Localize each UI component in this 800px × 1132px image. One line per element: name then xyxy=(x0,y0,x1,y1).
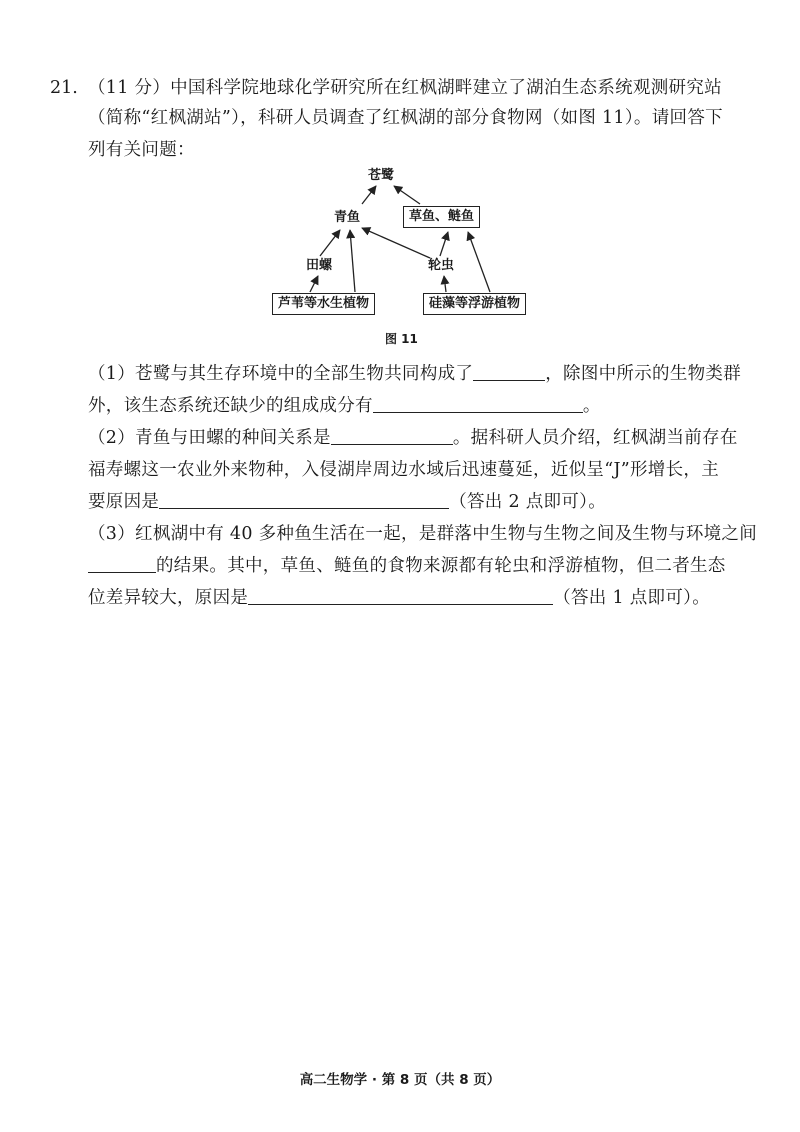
arrow-rotifer-to-carp xyxy=(440,232,448,256)
question-intro-line2: （简称“红枫湖站”），科研人员调查了红枫湖的部分食物网（如图 11）。请回答下 xyxy=(88,108,723,128)
arrow-herring-to-egret xyxy=(362,186,376,204)
question-intro-line3: 列有关问题： xyxy=(88,140,195,160)
part2-blank2[interactable] xyxy=(159,490,449,509)
part3-blank2[interactable] xyxy=(248,586,553,605)
part1-text-b: ，除图中所示的生物类群 xyxy=(545,364,742,384)
node-grass-carp: 草鱼、鲢鱼 xyxy=(403,206,480,228)
part1-blank2[interactable] xyxy=(373,394,583,413)
part1-line1 xyxy=(88,360,760,388)
question-number: 21. xyxy=(50,78,78,98)
part2-blank1[interactable] xyxy=(331,426,453,445)
node-herring: 青鱼 xyxy=(334,210,361,225)
part1-text-d: 。 xyxy=(582,396,601,416)
question-intro-line1: （11 分）中国科学院地球化学研究所在红枫湖畔建立了湖泊生态系统观测研究站 xyxy=(88,78,722,98)
arrow-diatom-to-carp xyxy=(468,232,490,292)
node-rotifer: 轮虫 xyxy=(428,258,455,273)
part3-text-d: （答出 1 点即可）。 xyxy=(553,588,711,608)
part2-line2: 福寿螺这一农业外来物种，入侵湖岸周边水域后迅速蔓延，近似呈“J”形增长，主 xyxy=(88,460,720,480)
part3-line3 xyxy=(88,584,760,612)
node-reed: 芦苇等水生植物 xyxy=(272,293,375,315)
part1-blank1[interactable] xyxy=(473,362,545,381)
part2-text-a: （2）青鱼与田螺的种间关系是 xyxy=(88,428,331,448)
part1-text-c: 外，该生态系统还缺少的组成成分有 xyxy=(88,396,373,416)
part3-blank1[interactable] xyxy=(88,554,156,573)
arrow-rotifer-to-herring xyxy=(362,228,430,258)
part2-text-d: （答出 2 点即可）。 xyxy=(449,492,607,512)
food-web-diagram xyxy=(0,0,800,345)
part3-text-b: 的结果。其中，草鱼、鲢鱼的食物来源都有轮虫和浮游植物，但二者生态 xyxy=(156,556,726,576)
part2-text-b: 。据科研人员介绍，红枫湖当前存在 xyxy=(452,428,738,448)
arrow-reed-to-snail xyxy=(310,276,318,292)
node-diatom: 硅藻等浮游植物 xyxy=(423,293,526,315)
arrow-carp-to-egret xyxy=(394,186,420,204)
page-footer: 高二生物学 · 第 8 页（共 8 页） xyxy=(299,1072,501,1088)
part1-line2 xyxy=(88,392,760,420)
part2-text-c: 要原因是 xyxy=(88,492,160,512)
arrow-snail-to-herring xyxy=(320,230,340,256)
arrow-reed-to-herring xyxy=(350,230,355,292)
part1-text-a: （1）苍鹭与其生存环境中的全部生物共同构成了 xyxy=(88,364,474,384)
part2-line1 xyxy=(88,424,760,452)
node-snail: 田螺 xyxy=(306,258,333,273)
part2-line3 xyxy=(88,488,760,516)
arrow-diatom-to-rotifer xyxy=(444,276,446,292)
part3-line2 xyxy=(88,552,760,580)
figure-caption: 图 11 xyxy=(385,332,418,346)
part3-line1: （3）红枫湖中有 40 多种鱼生活在一起，是群落中生物与生物之间及生物与环境之间 xyxy=(88,524,758,544)
part3-text-c: 位差异较大，原因是 xyxy=(88,588,249,608)
node-egret: 苍鹭 xyxy=(368,168,395,183)
